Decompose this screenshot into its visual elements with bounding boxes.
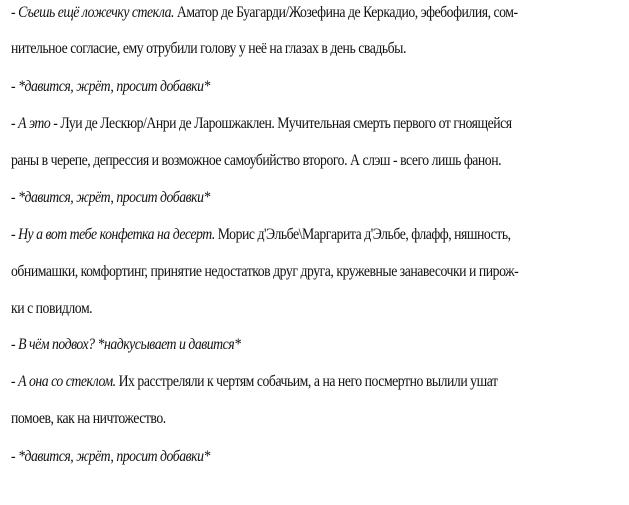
pairing-text-cont: ки с повидлом. [11, 300, 93, 317]
text-line-12 [11, 410, 166, 428]
reaction-line: - *давится, жрёт, просит добавки* [11, 189, 210, 206]
text-line-6 [11, 189, 210, 207]
pairing-text: Луи де Лескюр/Анри де Ларошжаклен. Мучительная смерть первого от гноящейся [60, 115, 512, 132]
text-line-2 [11, 40, 406, 58]
pairing-text: Аматор де Буагарди/Жозефина де Керкадио, эфебофилия, сом- [176, 4, 518, 21]
pairing-text-cont: помоев, как на ничтожество. [11, 410, 166, 427]
pairing-text-cont: нительное согласие, ему отрубили голову у неё на глазах в день свадьбы. [11, 40, 406, 57]
text-line-3 [11, 78, 210, 96]
text-line-9 [11, 300, 92, 318]
dialogue-line: - А она со стеклом. [11, 373, 119, 390]
text-line-8 [11, 263, 518, 281]
text-line-7 [11, 226, 511, 244]
pairing-text-cont: обнимашки, комфортинг, принятие недостатков друг друга, кружевные занавесочки и пирож- [11, 263, 519, 280]
text-line-10 [11, 336, 241, 354]
reaction-line: - *давится, жрёт, просит добавки* [11, 78, 210, 95]
dialogue-line: - Съешь ещё ложечку стекла. [11, 4, 177, 21]
text-line-5 [11, 152, 501, 170]
text-line-11 [11, 373, 498, 391]
text-line-4 [11, 115, 512, 133]
reaction-line: - В чём подвох? *надкусывает и давится* [11, 336, 241, 353]
text-line-13 [11, 448, 210, 466]
reaction-line: - *давится, жрёт, просит добавки* [11, 448, 210, 465]
pairing-text-cont: раны в черепе, депрессия и возможное самоубийство второго. А слэш - всего лишь фанон. [11, 152, 502, 169]
pairing-text: Морис д'Эльбе\Маргарита д'Эльбе, флафф, няшность, [217, 226, 511, 243]
dialogue-line: - А это - [11, 115, 61, 132]
text-line-1 [11, 4, 518, 22]
pairing-text: Их расстреляли к чертям собачьим, а на него посмертно вылили ушат [118, 373, 498, 390]
dialogue-line: - Ну а вот тебе конфетка на десерт. [11, 226, 218, 243]
